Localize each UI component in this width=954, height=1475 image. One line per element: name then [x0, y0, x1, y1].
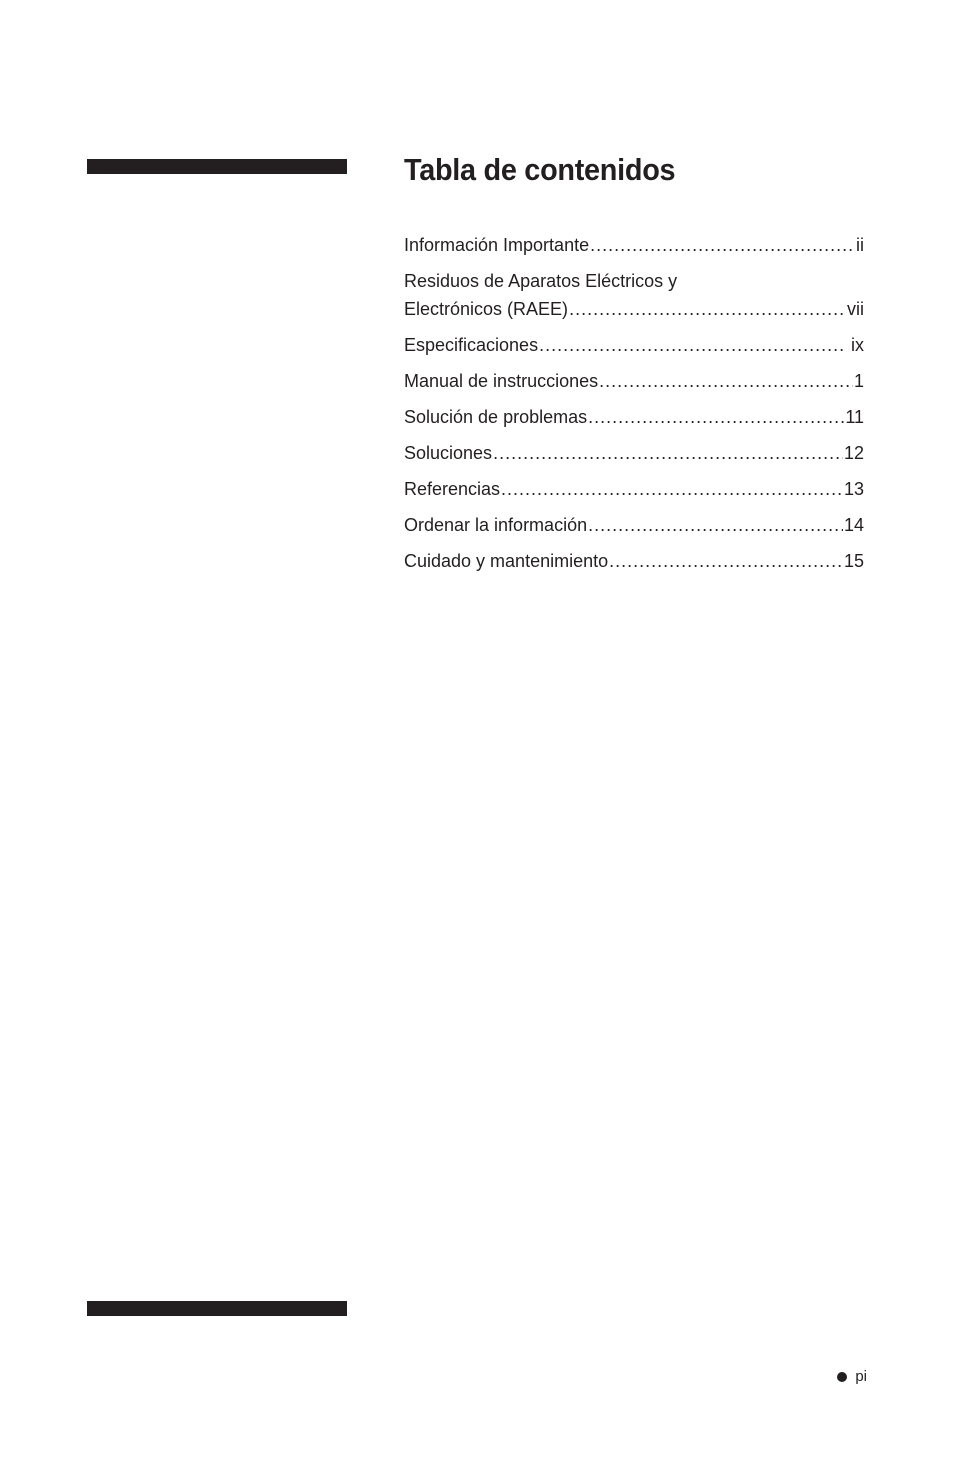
- toc-leader-dots: [590, 231, 855, 259]
- toc-entry-page: 13: [843, 479, 864, 499]
- toc-leader-dots: [599, 367, 853, 395]
- toc-entry-label-continued: Electrónicos (RAEE): [404, 299, 569, 319]
- toc-entry-label: Soluciones: [404, 443, 493, 463]
- toc-entry-label: Cuidado y mantenimiento: [404, 551, 609, 571]
- toc-entry-page: 14: [843, 515, 864, 535]
- page-title: Tabla de contenidos: [404, 152, 676, 187]
- toc-leader-dots: [569, 295, 846, 323]
- toc-entry-ordenar-la-informacion[interactable]: [404, 511, 864, 539]
- toc-entry-especificaciones[interactable]: [404, 331, 864, 359]
- toc-entry-label: Solución de problemas: [404, 407, 588, 427]
- toc-entry-page: ix: [846, 335, 864, 355]
- toc-entry-page: 12: [843, 443, 864, 463]
- toc-entry-line2: [404, 295, 864, 323]
- toc-entry-informacion-importante[interactable]: [404, 231, 864, 259]
- toc-entry-page: vii: [847, 299, 864, 319]
- toc-entry-soluciones[interactable]: [404, 439, 864, 467]
- toc-entry-cuidado-y-mantenimiento[interactable]: [404, 547, 864, 575]
- toc-leader-dots: [493, 439, 843, 467]
- toc-entry-raee[interactable]: [404, 267, 864, 323]
- toc-leader-dots: [609, 547, 843, 575]
- toc-entry-manual-de-instrucciones[interactable]: [404, 367, 864, 395]
- toc-entry-label: Manual de instrucciones: [404, 371, 599, 391]
- page-number: pi: [855, 1368, 867, 1385]
- top-divider-bar: [87, 159, 347, 174]
- table-of-contents: [404, 231, 864, 583]
- toc-entry-label: Ordenar la información: [404, 515, 588, 535]
- toc-entry-label: Información Importante: [404, 235, 590, 255]
- page-footer: [837, 1368, 867, 1385]
- toc-leader-dots: [588, 511, 843, 539]
- toc-entry-label: Especificaciones: [404, 335, 539, 355]
- toc-leader-dots: [588, 403, 844, 431]
- toc-entry-page: 1: [853, 371, 864, 391]
- toc-entry-page: 15: [843, 551, 864, 571]
- bottom-divider-bar: [87, 1301, 347, 1316]
- toc-leader-dots: [501, 475, 843, 503]
- toc-entry-label: Referencias: [404, 479, 501, 499]
- toc-leader-dots: [539, 331, 845, 359]
- toc-entry-label: Residuos de Aparatos Eléctricos y: [404, 271, 678, 291]
- toc-entry-referencias[interactable]: [404, 475, 864, 503]
- toc-entry-page: ii: [856, 235, 864, 255]
- toc-entry-page: 11: [845, 407, 864, 427]
- toc-entry-solucion-de-problemas[interactable]: [404, 403, 864, 431]
- bullet-dot-icon: [837, 1372, 847, 1382]
